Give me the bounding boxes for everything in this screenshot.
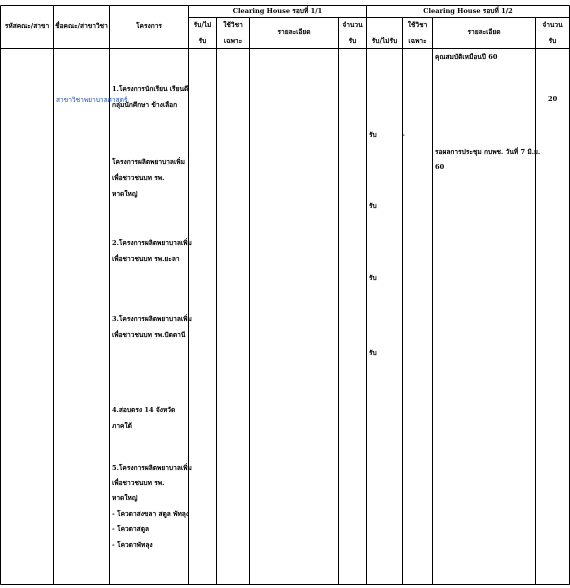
project-5-line-1: 5.โครงการผลิตพยาบาลเพิ่ม — [112, 464, 192, 472]
project-1b-line-3: หาดใหญ่ — [112, 190, 138, 198]
r2-accept-value-4: รับ — [369, 349, 377, 357]
r1-detail-header: รายละเอียด — [277, 28, 311, 36]
project-1b-line-2: เพื่อชาวชนบท รพ. — [112, 174, 165, 182]
header-project: โครงการ — [136, 22, 162, 30]
project-3-line-2: เพื่อชาวชนบท รพ.ปัตตานี — [112, 331, 186, 339]
project-3-line-1: 3.โครงการผลิตพยาบาลเพิ่ม — [112, 315, 192, 323]
project-5-line-5: - โควตาสตูล — [112, 525, 150, 533]
r2-subject-header-line2: เฉพาะ — [408, 37, 427, 45]
r2-count-header-line1: จำนวน — [542, 21, 563, 29]
r2-subject-header-line1: ใช้วิชา — [407, 21, 428, 29]
r2-accept-value-1: รับ — [369, 131, 377, 139]
project-2-line-1: 2.โครงการผลิตพยาบาลเพิ่ม — [112, 239, 192, 247]
r2-subject-value: - — [402, 131, 405, 139]
r1-accept-header-line1: รับ/ไม่ — [193, 21, 212, 29]
project-4-line-2: ภาคใต้ — [112, 422, 132, 430]
r2-accept-header: รับ/ไม่รับ — [371, 37, 398, 45]
r1-accept-header-line2: รับ — [198, 37, 207, 45]
project-5-line-6: - โควตาพัทลุง — [112, 541, 153, 549]
r2-count-header-line2: รับ — [548, 37, 557, 45]
project-2-line-2: เพื่อชาวชนบท รพ.ยะลา — [112, 255, 180, 263]
header-faculty-code: รหัสคณะ/สาขา — [4, 22, 50, 30]
project-1b-line-1: โครงการผลิตพยาบาลเพิ่ม — [112, 158, 185, 166]
r2-detail-line-3: 60 — [435, 163, 445, 171]
r2-accept-value-3: รับ — [369, 274, 377, 282]
r2-count-value: 20 — [548, 95, 558, 103]
r1-count-header-line2: รับ — [348, 37, 357, 45]
project-5-line-3: หาดใหญ่ — [112, 494, 138, 502]
faculty-name-cell: สาขาวิชาพยาบาลศาสตร์ — [56, 96, 128, 104]
project-4-line-1: 4.สอบตรง 14 จังหวัด — [112, 406, 176, 414]
r2-detail-line-2: รอผลการประชุม กบพช. วันที่ 7 มิ.ย. — [435, 148, 541, 156]
r2-detail-header: รายละเอียด — [467, 28, 501, 36]
project-5-line-2: เพื่อชาวชนบท รพ. — [112, 479, 165, 487]
project-5-line-4: - โควตาสงขลา สตูล พัทลุง — [112, 510, 190, 518]
r2-accept-value-2: รับ — [369, 202, 377, 210]
r1-subject-header-line2: เฉพาะ — [223, 37, 243, 45]
project-1-line-2: กลุ่มนักศึกษา ข้างเลือก — [112, 101, 178, 109]
r1-count-header-line1: จำนวน — [342, 21, 363, 29]
project-1-line-1: 1.โครงการนักเรียน เรียนดี — [112, 85, 189, 93]
header-faculty-name: ชื่อคณะ/สาขาวิชา — [55, 22, 108, 30]
round2-title: Clearing House รอบที่ 1/2 — [423, 7, 513, 15]
round1-title: Clearing House รอบที่ 1/1 — [232, 7, 323, 15]
r1-subject-header-line1: ใช้วิชา — [223, 21, 243, 29]
r2-detail-line-1: คุณสมบัติเหมือนปี 60 — [435, 53, 498, 61]
